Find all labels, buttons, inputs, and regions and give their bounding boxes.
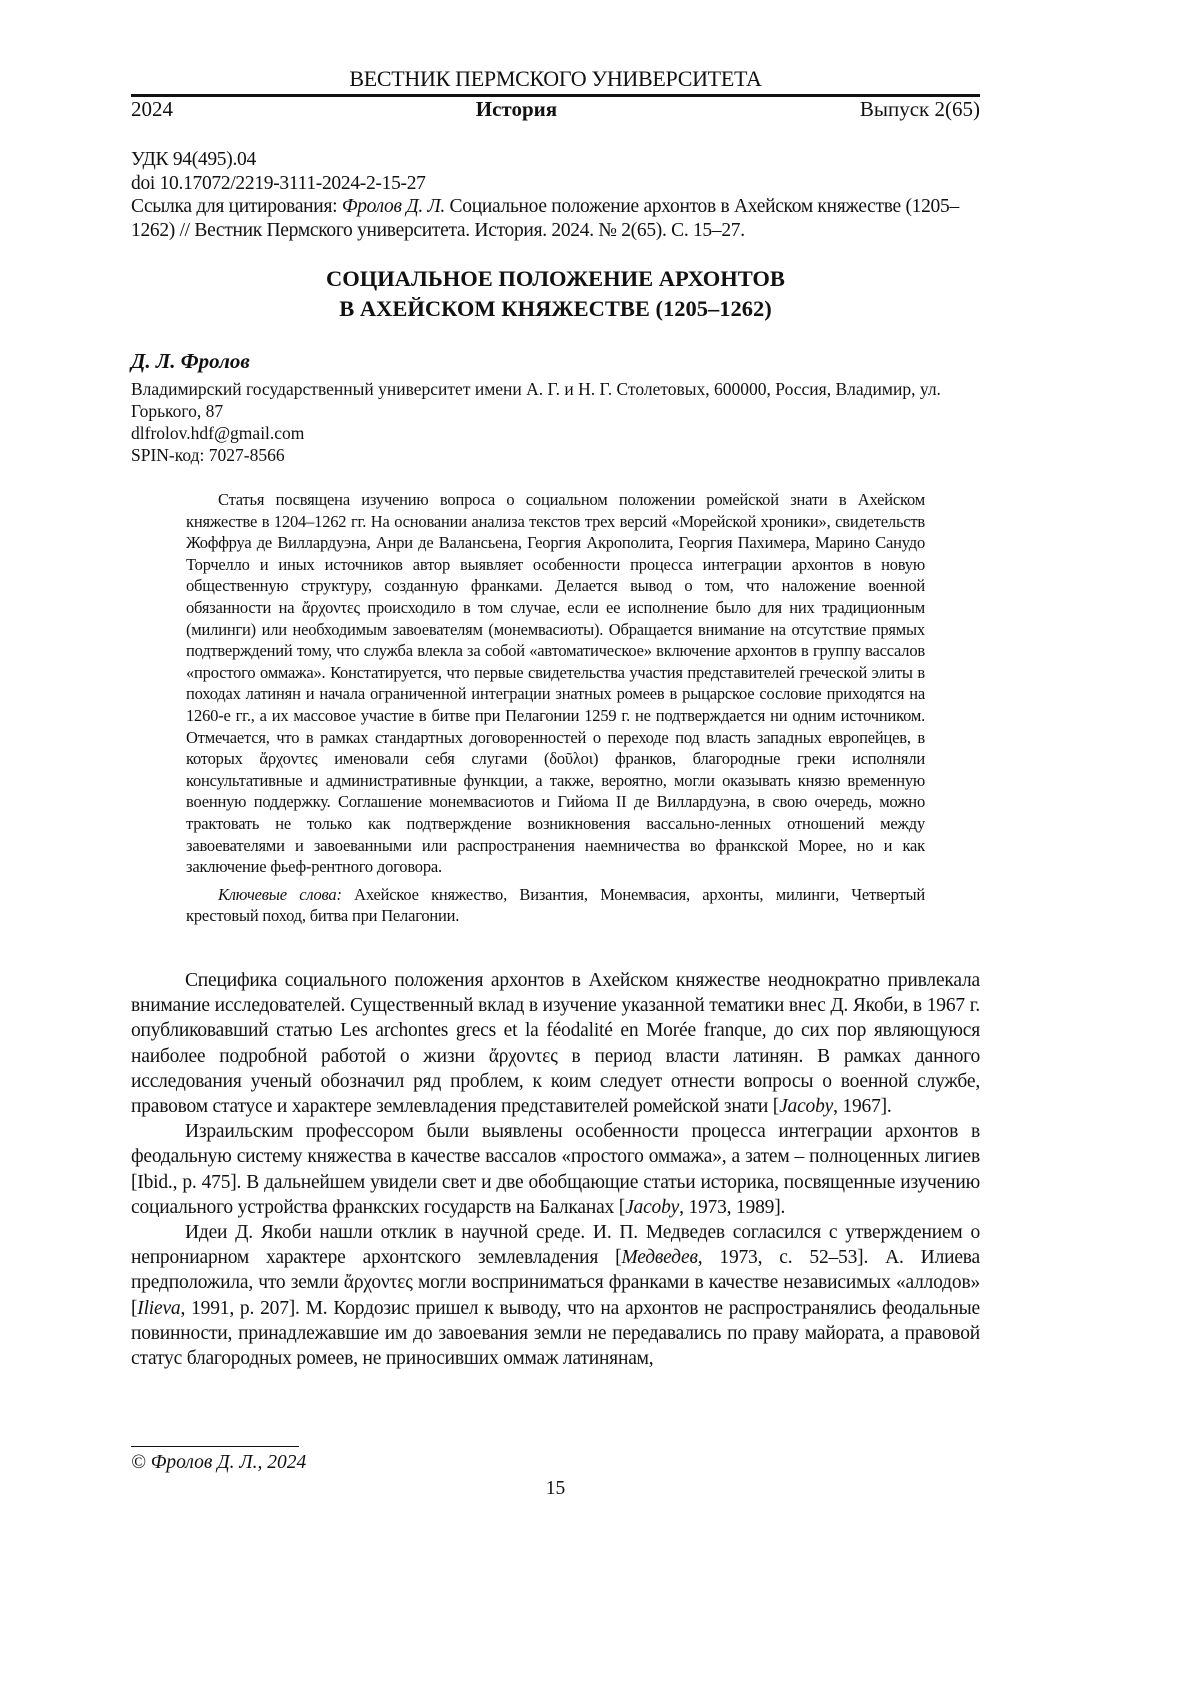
text: Израильским профессором были выявлены особенности процесса интеграции архонтов в феодальную систему княжества в качестве вассалов «простого оммажа», а затем – полноценных лигиев [Ibid., p. 475]. В дальнейшем увидели свет и две обобщающие статьи историка, посвященные изучению социального устройства франкских государств на Балканах [ <box>131 1121 980 1218</box>
header-year: 2024 <box>131 97 173 122</box>
header-issue: Выпуск 2(65) <box>860 97 980 122</box>
author-name: Д. Л. Фролов <box>131 349 250 374</box>
spin-code: SPIN-код: 7027-8566 <box>131 444 980 466</box>
text: , 1973, с. 52–53]. А. Илиева предположила, что земли ἄρχοντες могли восприниматься франками в качестве независимых «аллодов» [ <box>131 1247 980 1318</box>
keywords-list: Ахейское княжество, Византия, Монемвасия, архонты, милинги, Четвертый крестовый поход, битва при Пелагонии. <box>186 885 925 926</box>
text: Специфика социального положения архонтов в Ахейском княжестве неоднократно привлекала внимание исследователей. Существенный вклад в изучение указанной тематики внес Д. Якоби, в 1967 г. опубликовавший статью Les archontes grecs et la féodalité en Morée franque, до сих пор являющуюся наиболее подробной работой о жизни ἄρχοντες в период власти латинян. В рамках данного исследования ученый обозначил ряд проблем, к коим следует отнести вопросы о военной службе, правовом статусе и характере землевладения представителей ромейской знати [ <box>131 970 980 1117</box>
abstract <box>186 489 925 927</box>
citation-ref: Ilieva <box>137 1298 180 1319</box>
author-info <box>131 378 980 466</box>
citation-label: Ссылка для цитирования: <box>131 196 342 217</box>
paragraph <box>131 1119 980 1220</box>
paragraph <box>131 968 980 1119</box>
doi: doi 10.17072/2219-3111-2024-2-15-27 <box>131 172 980 196</box>
article-meta <box>131 148 980 242</box>
citation-ref: Медведев <box>621 1247 697 1268</box>
keywords-label: Ключевые слова: <box>218 885 342 904</box>
text: , 1991, p. 207]. М. Кордозис пришел к выводу, что на архонтов не распространялись феодальные повинности, принадлежавшие им до завоевания земли не передавались по праву майората, а правовой статус благородных ромеев, не приносивших оммаж латинянам, <box>131 1298 980 1369</box>
udc: УДК 94(495).04 <box>131 148 980 172</box>
header-section: История <box>476 97 557 122</box>
abstract-text: Статья посвящена изучению вопроса о социальном положении ромейской знати в Ахейском княжестве в 1204–1262 гг. На основании анализа текстов трех версий «Морейской хроники», свидетельств Жоффруа де Виллардуэна, Анри де Валансьена, Георгия Акрополита, Георгия Пахимера, Марино Санудо Торчелло и иных источников автор выявляет особенности процесса интеграции архонтов в новую общественную структуру, созданную франками. Делается вывод о том, что наложение военной обязанности на ἄρχοντες происходило в том случае, если ее исполнение было для них традиционным (милинги) или необходимым завоевателям (монемвасиоты). Обращается внимание на отсутствие прямых подтверждений тому, что служба влекла за собой «автоматическое» включение архонтов в группу вассалов «простого оммажа». Констатируется, что первые свидетельства участия представителей греческой элиты в походах латинян и начала ограниченной интеграции знатных ромеев в рыцарское сословие приходятся на 1260-е гг., а их массовое участие в битве при Пелагонии 1259 г. не подтверждается ни одним источником. Отмечается, что в рамках стандартных договоренностей о переходе под власть западных европейцев, в которых ἄρχοντες именовали себя слугами (δοῦλοι) франков, благородные греки исполняли консультативные и административные функции, а также, вероятно, могли оказывать князю временную военную поддержку. Соглашение монемвасиотов и Гийома II де Виллардуэна, в свою очередь, можно трактовать не только как подтверждение возникновения вассально-ленных отношений между завоевателями и завоеванными или распространения наемничества во франкской Морее, но и как заключение фьеф-рентного договора. <box>186 489 925 878</box>
keywords <box>186 884 925 927</box>
citation-ref: Jacoby <box>779 1096 833 1117</box>
copyright: © Фролов Д. Л., 2024 <box>131 1452 306 1474</box>
text: , 1973, 1989]. <box>679 1197 785 1218</box>
page-number: 15 <box>131 1478 980 1500</box>
email: dlfrolov.hdf@gmail.com <box>131 422 980 444</box>
paragraph <box>131 1220 980 1371</box>
body-text <box>131 968 980 1371</box>
title-line: В АХЕЙСКОМ КНЯЖЕСТВЕ (1205–1262) <box>131 294 980 324</box>
title-line: СОЦИАЛЬНОЕ ПОЛОЖЕНИЕ АРХОНТОВ <box>131 264 980 294</box>
affiliation: Владимирский государственный университет имени А. Г. и Н. Г. Столетовых, 600000, Россия, Владимир, ул. Горького, 87 <box>131 378 980 422</box>
citation-author: Фролов Д. Л. <box>342 196 445 217</box>
footnote-rule <box>131 1446 299 1447</box>
citation-ref: Jacoby <box>625 1197 679 1218</box>
article-title <box>131 264 980 324</box>
citation <box>131 195 980 242</box>
text: , 1967]. <box>833 1096 892 1117</box>
header-row <box>131 97 980 122</box>
citation-text: Социальное положение архонтов в Ахейском княжестве (1205–1262) // Вестник Пермского университета. История. 2024. № 2(65). С. 15–27. <box>131 196 959 241</box>
journal-title: ВЕСТНИК ПЕРМСКОГО УНИВЕРСИТЕТА <box>131 66 980 92</box>
text: Идеи Д. Якоби нашли отклик в научной среде. И. П. Медведев согласился с утверждением о непрониарном характере архонтского землевладения [ <box>131 1222 980 1268</box>
